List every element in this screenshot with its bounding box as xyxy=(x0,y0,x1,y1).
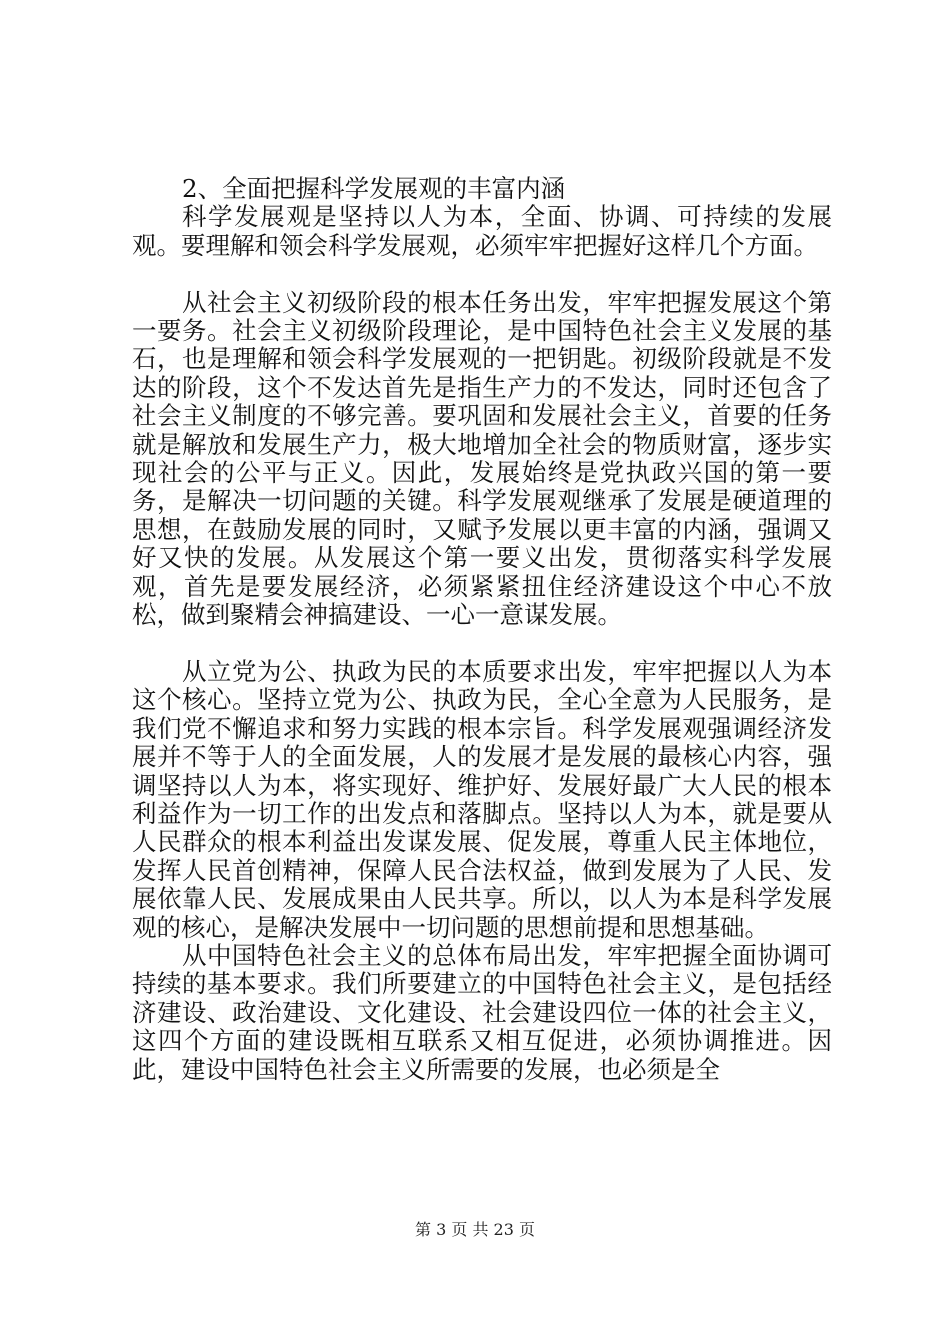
paragraph-gap xyxy=(132,260,832,288)
paragraph-intro: 科学发展观是坚持以人为本，全面、协调、可持续的发展观。要理解和领会科学发展观，必须牢牢把握好这样几个方面。 xyxy=(132,202,832,260)
paragraph-overall-layout: 从中国特色社会主义的总体布局出发，牢牢把握全面协调可持续的基本要求。我们所要建立的中国特色社会主义，是包括经济建设、政治建设、文化建设、社会建设四位一体的社会主义，这四个方面的建设既相互联系又相互促进，必须协调推进。因此，建设中国特色社会主义所需要的发展，也必须是全 xyxy=(132,940,832,1084)
section-heading: 2、全面把握科学发展观的丰富内涵 xyxy=(182,174,566,203)
paragraph-people-centered: 从立党为公、执政为民的本质要求出发，牢牢把握以人为本这个核心。坚持立党为公、执政为民，全心全意为人民服务，是我们党不懈追求和努力实践的根本宗旨。科学发展观强调经济发展并不等于人的全面发展，人的发展才是发展的最核心内容，强调坚持以人为本，将实现好、维护好、发展好最广大人民的根本利益作为一切工作的出发点和落脚点。坚持以人为本，就是要从人民群众的根本利益出发谋发展、促发展，尊重人民主体地位，发挥人民首创精神，保障人民合法权益，做到发展为了人民、发展依靠人民、发展成果由人民共享。所以，以人为本是科学发展观的核心，是解决发展中一切问题的思想前提和思想基础。 xyxy=(132,656,832,942)
page-footer: 第 3 页 共 23 页 xyxy=(415,1220,535,1239)
paragraph-primary-task: 从社会主义初级阶段的根本任务出发，牢牢把握发展这个第一要务。社会主义初级阶段理论，是中国特色社会主义发展的基石，也是理解和领会科学发展观的一把钥匙。初级阶段就是不发达的阶段，这个不发达首先是指生产力的不发达，同时还包含了社会主义制度的不够完善。要巩固和发展社会主义，首要的任务就是解放和发展生产力，极大地增加全社会的物质财富，逐步实现社会的公平与正义。因此，发展始终是党执政兴国的第一要务，是解决一切问题的关键。科学发展观继承了发展是硬道理的思想，在鼓励发展的同时，又赋予发展以更丰富的内涵，强调又好又快的发展。从发展这个第一要义出发，贯彻落实科学发展观，首先是要发展经济，必须紧紧扭住经济建设这个中心不放松，做到聚精会神搞建设、一心一意谋发展。 xyxy=(132,287,832,630)
paragraph-gap xyxy=(132,629,832,657)
document-body xyxy=(132,175,832,1084)
